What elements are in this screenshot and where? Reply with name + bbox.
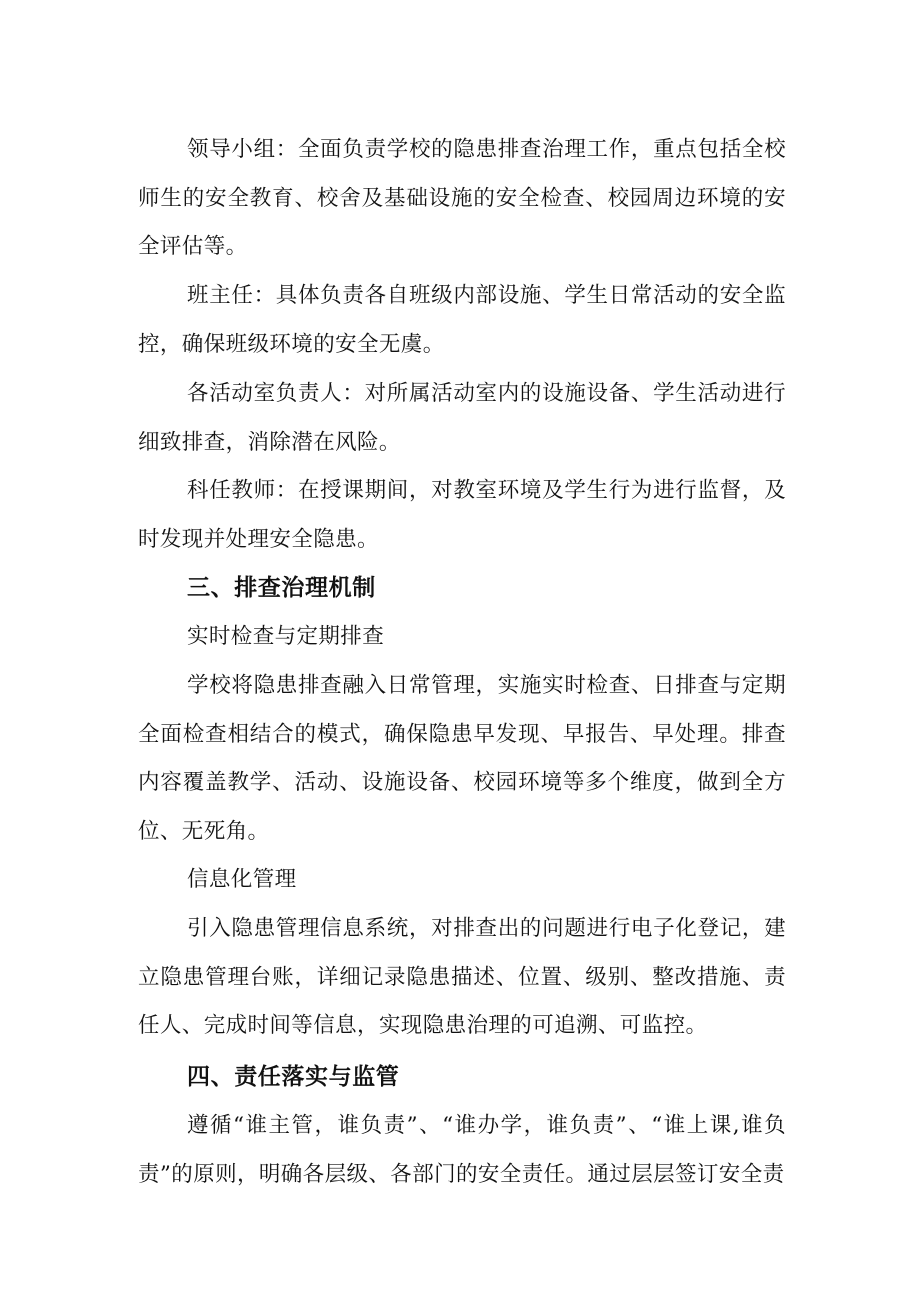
section-heading-3: 三、排查治理机制: [187, 575, 376, 601]
subheading-realtime-check: 实时检查与定期排查: [187, 624, 385, 649]
paragraph-info-system: 引入隐患管理信息系统，对排查出的问题进行电子化登记，建立隐患管理台账，详细记录隐患描述、位置、级别、整改措施、责任人、完成时间等信息，实现隐患治理的可追溯、可监控。: [138, 916, 786, 1039]
paragraph-subject-teacher: 科任教师：在授课期间，对教室环境及学生行为进行监督，及时发现并处理安全隐患。: [138, 478, 786, 552]
paragraph-responsibility: 遵循“谁主管，谁负责”、“谁办学，谁负责”、“谁上课,谁负责”的原则，明确各层级、各部门的安全责任。通过层层签订安全责: [138, 1113, 786, 1187]
paragraph-activity-room: 各活动室负责人：对所属活动室内的设施设备、学生活动进行细致排查，消除潜在风险。: [138, 381, 786, 455]
paragraph-head-teacher: 班主任：具体负责各自班级内部设施、学生日常活动的安全监控，确保班级环境的安全无虞。: [138, 283, 786, 357]
paragraph-leadership-group: 领导小组：全面负责学校的隐患排查治理工作，重点包括全校师生的安全教育、校舍及基础设施的安全检查、校园周边环境的安全评估等。: [138, 137, 786, 260]
subheading-info-management: 信息化管理: [187, 867, 297, 892]
section-heading-4: 四、责任落实与监管: [187, 1064, 400, 1090]
paragraph-check-mode: 学校将隐患排查融入日常管理，实施实时检查、日排查与定期全面检查相结合的模式，确保隐患早发现、早报告、早处理。排查内容覆盖教学、活动、设施设备、校园环境等多个维度，做到全方位、无死角。: [138, 673, 786, 845]
